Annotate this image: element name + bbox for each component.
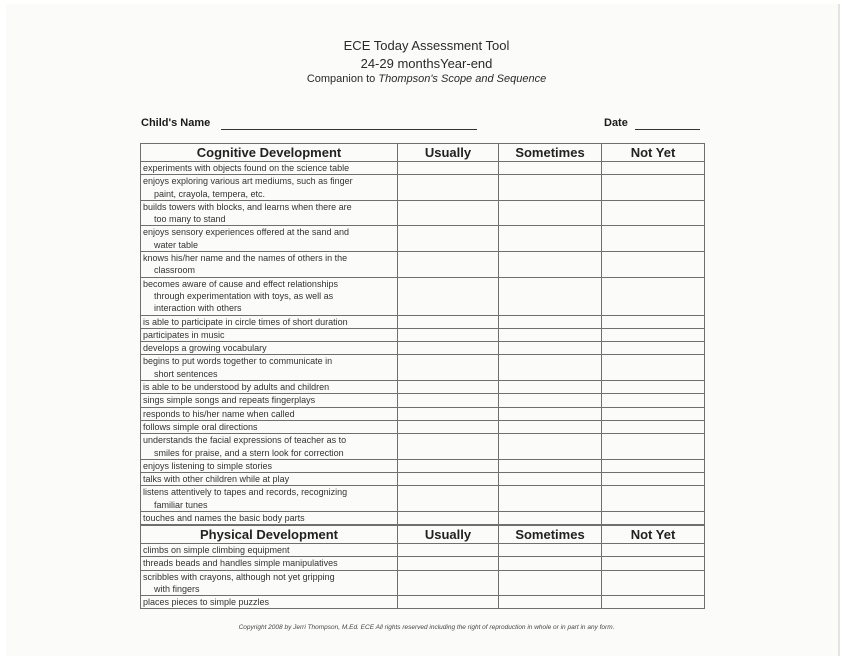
skill-text-line: follows simple oral directions	[143, 421, 258, 432]
checkbox-cell-usually[interactable]	[398, 252, 499, 278]
table-row	[141, 512, 705, 525]
table-row	[141, 315, 705, 328]
skill-description	[141, 315, 398, 328]
skill-text-line: builds towers with blocks, and learns when there are	[143, 201, 352, 212]
skill-text-line: touches and names the basic body parts	[143, 513, 305, 524]
checkbox-cell-not-yet[interactable]	[602, 355, 705, 381]
checkbox-cell-usually[interactable]	[398, 512, 499, 525]
checkbox-cell-sometimes[interactable]	[499, 420, 602, 433]
skill-description	[141, 342, 398, 355]
skill-description	[141, 252, 398, 278]
checkbox-cell-not-yet[interactable]	[602, 420, 705, 433]
table-row	[141, 162, 705, 175]
companion-prefix: Companion to	[306, 73, 379, 85]
skill-text-line: participates in music	[143, 329, 225, 340]
checkbox-cell-sometimes[interactable]	[499, 277, 602, 315]
skill-description	[141, 434, 398, 460]
column-usually: Usually	[398, 144, 499, 162]
skill-text-line: understands the facial expressions of teacher as to	[143, 435, 347, 446]
age-range-text: 24-29 months	[360, 56, 441, 71]
checkbox-cell-usually[interactable]	[398, 226, 499, 252]
skill-description	[141, 226, 398, 252]
checkbox-cell-not-yet[interactable]	[602, 394, 705, 407]
checkbox-cell-sometimes[interactable]	[499, 486, 602, 512]
checkbox-cell-not-yet[interactable]	[602, 557, 705, 570]
section-heading-cognitive: Cognitive Development	[141, 144, 398, 162]
skill-text-line: places pieces to simple puzzles	[143, 597, 270, 608]
checkbox-cell-usually[interactable]	[398, 486, 499, 512]
table-row	[141, 175, 705, 201]
skill-description	[141, 486, 398, 512]
skill-text-line: knows his/her name and the names of others in the	[143, 253, 348, 264]
skill-description	[141, 407, 398, 420]
physical-items	[141, 544, 705, 609]
skill-description	[141, 570, 398, 596]
checkbox-cell-usually[interactable]	[398, 342, 499, 355]
table-row	[141, 355, 705, 381]
companion-book: Thompson's Scope and Sequence	[378, 73, 547, 85]
checkbox-cell-not-yet[interactable]	[602, 473, 705, 486]
document-title: ECE Today Assessment Tool	[343, 38, 510, 53]
checkbox-cell-usually[interactable]	[398, 407, 499, 420]
skill-text-line: smiles for praise, and a stern look for correction	[154, 447, 344, 458]
skill-description	[141, 355, 398, 381]
checkbox-cell-sometimes[interactable]	[499, 355, 602, 381]
column-sometimes: Sometimes	[499, 526, 602, 544]
checkbox-cell-usually[interactable]	[398, 420, 499, 433]
checkbox-cell-usually[interactable]	[398, 328, 499, 341]
table-row	[141, 342, 705, 355]
table-row	[141, 596, 705, 609]
skill-text-line: enjoys exploring various art mediums, such as finger	[143, 176, 353, 187]
checkbox-cell-not-yet[interactable]	[602, 381, 705, 394]
date-label: Date	[604, 117, 628, 129]
table-row	[141, 407, 705, 420]
checkbox-cell-sometimes[interactable]	[499, 459, 602, 472]
skill-text-line: with fingers	[154, 583, 200, 594]
checkbox-cell-sometimes[interactable]	[499, 407, 602, 420]
skill-text-line: climbs on simple climbing equipment	[143, 545, 290, 555]
skill-description	[141, 328, 398, 341]
skill-text-line: short sentences	[154, 368, 218, 379]
child-name-label: Child's Name	[141, 117, 211, 129]
skill-text-line: is able to be understood by adults and children	[143, 382, 330, 393]
column-not-yet: Not Yet	[602, 144, 705, 162]
checkbox-cell-usually[interactable]	[398, 596, 499, 609]
checkbox-cell-sometimes[interactable]	[499, 570, 602, 596]
table-header-row	[141, 526, 705, 544]
table-row	[141, 459, 705, 472]
table-row	[141, 570, 705, 596]
checkbox-cell-sometimes[interactable]	[499, 175, 602, 201]
skill-description	[141, 162, 398, 175]
table-row	[141, 252, 705, 278]
checkbox-cell-sometimes[interactable]	[499, 381, 602, 394]
table-row	[141, 434, 705, 460]
checkbox-cell-sometimes[interactable]	[499, 328, 602, 341]
checkbox-cell-usually[interactable]	[398, 315, 499, 328]
period-text: Year-end	[440, 56, 493, 71]
child-name-field[interactable]	[221, 129, 477, 130]
checkbox-cell-sometimes[interactable]	[499, 473, 602, 486]
date-field[interactable]	[635, 129, 700, 130]
checkbox-cell-usually[interactable]	[398, 277, 499, 315]
skill-description	[141, 596, 398, 609]
table-header-row	[141, 144, 705, 162]
checkbox-cell-usually[interactable]	[398, 175, 499, 201]
table-row	[141, 381, 705, 394]
checkbox-cell-usually[interactable]	[398, 473, 499, 486]
skill-text-line: experiments with objects found on the science table	[143, 163, 350, 173]
skill-text-line: is able to participate in circle times of short duration	[143, 316, 348, 327]
checkbox-cell-not-yet[interactable]	[602, 596, 705, 609]
skill-text-line: develops a growing vocabulary	[143, 343, 267, 354]
skill-text-line: water table	[154, 239, 199, 250]
companion-subtitle	[0, 73, 853, 85]
checkbox-cell-not-yet[interactable]	[602, 512, 705, 525]
checkbox-cell-not-yet[interactable]	[602, 175, 705, 201]
checkbox-cell-not-yet[interactable]	[602, 252, 705, 278]
table-row	[141, 557, 705, 570]
checkbox-cell-not-yet[interactable]	[602, 342, 705, 355]
cognitive-items	[141, 162, 705, 525]
skill-text-line: talks with other children while at play	[143, 474, 290, 485]
table-row	[141, 420, 705, 433]
checkbox-cell-usually[interactable]	[398, 394, 499, 407]
checkbox-cell-not-yet[interactable]	[602, 200, 705, 226]
skill-description	[141, 381, 398, 394]
table-row	[141, 486, 705, 512]
checkbox-cell-sometimes[interactable]	[499, 512, 602, 525]
column-usually: Usually	[398, 526, 499, 544]
skill-text-line: becomes aware of cause and effect relationships	[143, 278, 338, 289]
skill-text-line: through experimentation with toys, as well as	[154, 290, 334, 301]
checkbox-cell-not-yet[interactable]	[602, 226, 705, 252]
skill-description	[141, 512, 398, 525]
checkbox-cell-sometimes[interactable]	[499, 596, 602, 609]
checkbox-cell-sometimes[interactable]	[499, 315, 602, 328]
skill-description	[141, 473, 398, 486]
skill-text-line: interaction with others	[154, 303, 242, 314]
skill-description	[141, 420, 398, 433]
skill-text-line: paint, crayola, tempera, etc.	[154, 188, 266, 199]
skill-description	[141, 557, 398, 570]
section-heading-physical: Physical Development	[141, 526, 398, 544]
column-not-yet: Not Yet	[602, 526, 705, 544]
table-row	[141, 328, 705, 341]
skill-text-line: too many to stand	[154, 214, 226, 225]
skill-text-line: enjoys sensory experiences offered at the sand and	[143, 227, 349, 238]
checkbox-cell-sometimes[interactable]	[499, 226, 602, 252]
checkbox-cell-not-yet[interactable]	[602, 328, 705, 341]
table-row	[141, 200, 705, 226]
skill-text-line: scribbles with crayons, although not yet gripping	[143, 571, 335, 582]
table-row	[141, 544, 705, 557]
checkbox-cell-usually[interactable]	[398, 459, 499, 472]
checkbox-cell-usually[interactable]	[398, 162, 499, 175]
cognitive-development-table	[140, 143, 705, 525]
checkbox-cell-sometimes[interactable]	[499, 557, 602, 570]
age-range	[0, 56, 853, 71]
checkbox-cell-not-yet[interactable]	[602, 459, 705, 472]
checkbox-cell-not-yet[interactable]	[602, 570, 705, 596]
checkbox-cell-sometimes[interactable]	[499, 162, 602, 175]
skill-text-line: threads beads and handles simple manipulatives	[143, 558, 338, 569]
table-row	[141, 394, 705, 407]
checkbox-cell-sometimes[interactable]	[499, 342, 602, 355]
checkbox-cell-usually[interactable]	[398, 355, 499, 381]
checkbox-cell-not-yet[interactable]	[602, 162, 705, 175]
skill-description	[141, 175, 398, 201]
checkbox-cell-not-yet[interactable]	[602, 544, 705, 557]
checkbox-cell-usually[interactable]	[398, 570, 499, 596]
copyright-notice: Copyright 2008 by Jerri Thompson, M.Ed. ECE All rights reserved including the right of reproduction in whole or in part in any form.	[238, 624, 615, 631]
table-row	[141, 277, 705, 315]
physical-development-table	[140, 525, 705, 609]
checkbox-cell-usually[interactable]	[398, 381, 499, 394]
table-row	[141, 226, 705, 252]
checkbox-cell-sometimes[interactable]	[499, 200, 602, 226]
table-row	[141, 473, 705, 486]
checkbox-cell-usually[interactable]	[398, 557, 499, 570]
checkbox-cell-not-yet[interactable]	[602, 277, 705, 315]
skill-text-line: classroom	[154, 265, 196, 276]
checkbox-cell-usually[interactable]	[398, 434, 499, 460]
skill-text-line: responds to his/her name when called	[143, 408, 295, 419]
checkbox-cell-not-yet[interactable]	[602, 486, 705, 512]
skill-description	[141, 394, 398, 407]
checkbox-cell-not-yet[interactable]	[602, 315, 705, 328]
checkbox-cell-not-yet[interactable]	[602, 434, 705, 460]
skill-text-line: familiar tunes	[154, 499, 208, 510]
column-sometimes: Sometimes	[499, 144, 602, 162]
checkbox-cell-sometimes[interactable]	[499, 434, 602, 460]
skill-text-line: listens attentively to tapes and records, recognizing	[143, 487, 348, 498]
skill-text-line: enjoys listening to simple stories	[143, 460, 273, 471]
checkbox-cell-not-yet[interactable]	[602, 407, 705, 420]
checkbox-cell-sometimes[interactable]	[499, 252, 602, 278]
skill-description	[141, 277, 398, 315]
checkbox-cell-usually[interactable]	[398, 544, 499, 557]
checkbox-cell-sometimes[interactable]	[499, 394, 602, 407]
checkbox-cell-sometimes[interactable]	[499, 544, 602, 557]
skill-description	[141, 200, 398, 226]
checkbox-cell-usually[interactable]	[398, 200, 499, 226]
skill-description	[141, 544, 398, 557]
skill-description	[141, 459, 398, 472]
skill-text-line: sings simple songs and repeats fingerplays	[143, 395, 316, 406]
skill-text-line: begins to put words together to communicate in	[143, 356, 333, 367]
